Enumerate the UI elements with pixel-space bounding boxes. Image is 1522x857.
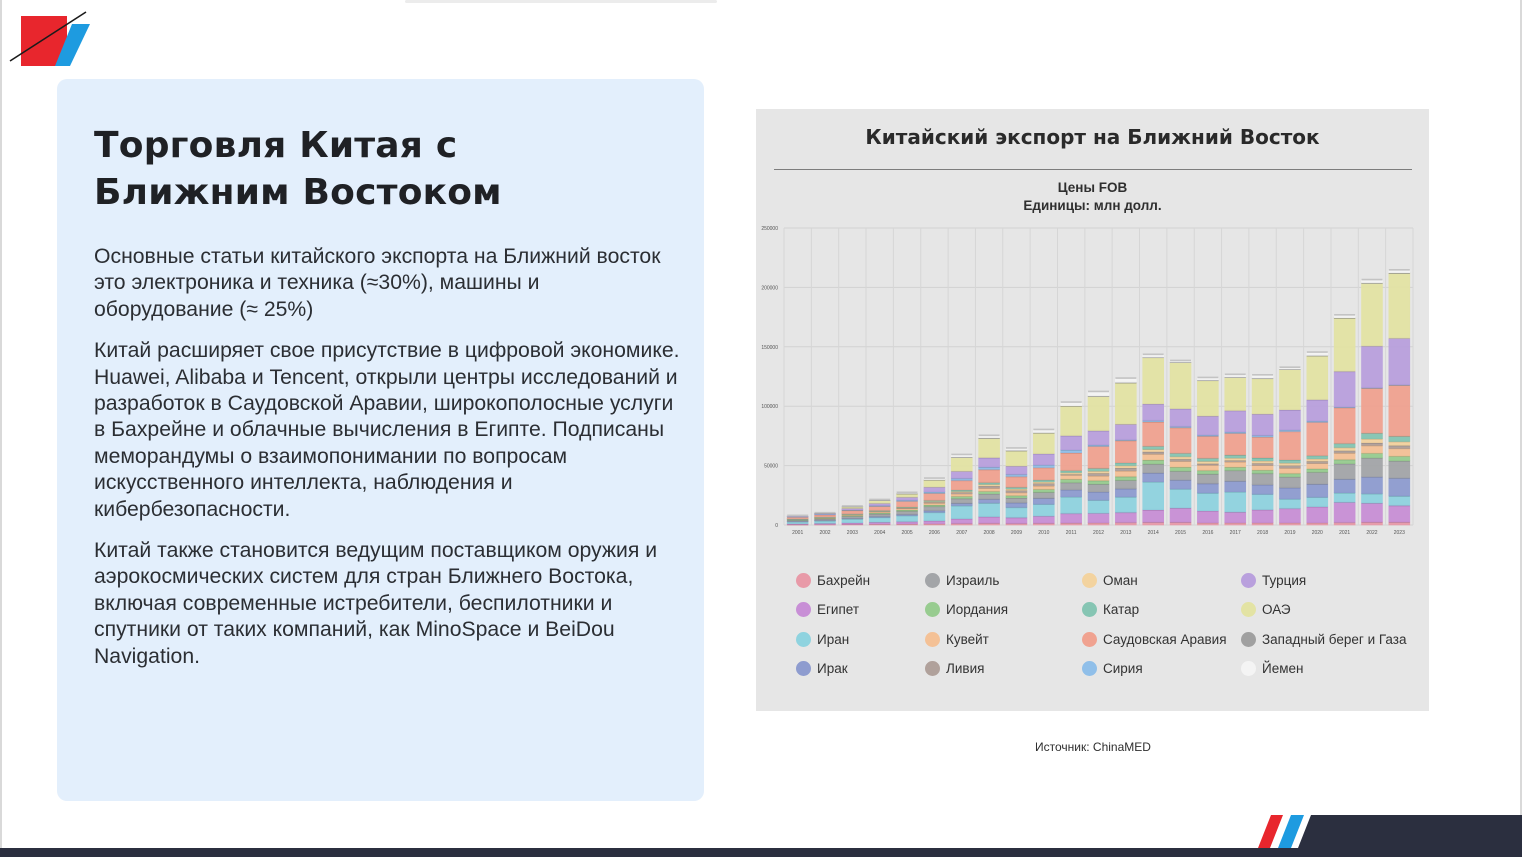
legend-item [925, 659, 984, 679]
bar-segment [1088, 431, 1109, 445]
bar-segment [1334, 371, 1355, 407]
x-tick-label: 2020 [1311, 530, 1323, 536]
bar-segment [1252, 494, 1273, 509]
bar-segment [1170, 362, 1191, 408]
legend-item [1082, 570, 1138, 590]
legend-item [796, 659, 848, 679]
bar-segment [1061, 453, 1082, 471]
legend-swatch [1082, 602, 1097, 617]
x-tick-label: 2019 [1284, 530, 1296, 536]
legend-swatch [1241, 573, 1256, 588]
paragraph-exports: Основные статьи китайского экспорта на Ближний восток это электроника и техника (≈30%), машины и оборудование (≈ 25%) [94, 245, 661, 321]
bar-segment [1033, 468, 1054, 480]
legend-swatch [1241, 632, 1256, 647]
legend-item [1241, 570, 1306, 590]
legend-label: Оман [1103, 572, 1138, 588]
bar-segment [1361, 477, 1382, 494]
bar-segment [1170, 461, 1191, 467]
legend-item [1082, 600, 1139, 620]
bar-segment [1170, 489, 1191, 508]
bar-segment [1361, 494, 1382, 504]
bar-segment [1061, 497, 1082, 514]
bar-segment [1033, 492, 1054, 498]
paragraph-digital: Китай расширяет свое присутствие в цифровой экономике. Huawei, Alibaba и Tencent, открыли центры исследований и разработок в Саудовской Аравии, широкополосные услуги в Бахрейне и облачные вычисления в Египте. Подписаны меморандумы о взаимопонимании по вопросам искусственного интеллекта, наблюдения и кибербезопасности. [94, 339, 680, 521]
paragraph-arms: Китай также становится ведущим поставщиком оружия и аэрокосмических систем для стран Ближнего Востока, включая современные истребители, беспилотники и спутники от таких компаний, как MinoSpace и BeiDou Navigation. [94, 539, 658, 668]
bar-segment [924, 480, 945, 487]
bar-segment [1197, 416, 1218, 435]
bar-segment [1334, 453, 1355, 460]
legend-item [1241, 659, 1303, 679]
bar-segment [1143, 404, 1164, 421]
bar-segment [1033, 433, 1054, 454]
legend-item [796, 629, 849, 649]
bar-segment [1307, 356, 1328, 400]
legend-swatch [925, 573, 940, 588]
legend-swatch [796, 602, 811, 617]
legend-label: Египет [817, 602, 860, 617]
bar-segment [1197, 436, 1218, 458]
bar-segment [1389, 496, 1410, 506]
legend-label: Иордания [946, 602, 1009, 617]
bar-segment [1197, 483, 1218, 493]
bar-segment [924, 512, 945, 520]
x-tick-label: 2013 [1120, 530, 1132, 536]
legend-item [925, 570, 999, 590]
bar-segment [951, 480, 972, 490]
x-tick-label: 2023 [1393, 530, 1405, 536]
x-tick-label: 2012 [1092, 530, 1105, 536]
bar-segment [1088, 492, 1109, 500]
bar-segment [1307, 472, 1328, 484]
bar-segment [1334, 493, 1355, 503]
bar-segment [1389, 338, 1410, 384]
legend-label: Израиль [946, 572, 1000, 588]
bar-segment [1252, 473, 1273, 484]
bar-segment [1197, 511, 1218, 523]
bar-segment [1033, 516, 1054, 523]
slide-title: Торговля Китая с Ближним Востоком [94, 125, 502, 213]
bar-segment [1061, 513, 1082, 523]
legend-swatch [1241, 602, 1256, 617]
bar-segment [1143, 473, 1164, 482]
legend-item [796, 600, 859, 620]
bar-segment [1006, 451, 1027, 466]
bar-segment [1033, 504, 1054, 516]
bar-segment [1006, 507, 1027, 517]
bar-segment [1279, 499, 1300, 509]
legend-label: ОАЭ [1262, 602, 1291, 617]
bar-segment [1197, 380, 1218, 416]
bar-segment [1143, 422, 1164, 446]
y-tick-label: 0 [775, 523, 778, 529]
bar-segment [1170, 427, 1191, 453]
chart-title: Китайский экспорт на Ближний Восток [865, 125, 1320, 149]
legend-item [796, 570, 870, 590]
bar-segment [1225, 433, 1246, 455]
x-tick-label: 2005 [901, 530, 913, 536]
bar-segment [1334, 407, 1355, 443]
bar-segment [979, 503, 1000, 517]
bar-segment [1334, 464, 1355, 479]
bar-segment [1307, 463, 1328, 468]
legend-label: Турция [1262, 572, 1307, 588]
bar-segment [1279, 508, 1300, 522]
bar-segment [979, 458, 1000, 468]
bar-segment [1361, 433, 1382, 439]
legend-label: Ирак [817, 661, 848, 676]
x-tick-label: 2003 [846, 530, 858, 536]
x-tick-label: 2002 [819, 530, 831, 536]
legend-swatch [796, 661, 811, 676]
bar-segment [1143, 482, 1164, 510]
y-tick-label: 250000 [761, 226, 778, 232]
legend-swatch [796, 573, 811, 588]
legend-swatch [925, 602, 940, 617]
bar-segment [1307, 484, 1328, 497]
bar-segment [1334, 318, 1355, 371]
bar-segment [1143, 510, 1164, 522]
frame-left-border [0, 0, 2, 857]
bar-segment [1225, 462, 1246, 467]
bar-segment [1225, 470, 1246, 481]
legend-item [1241, 600, 1291, 620]
bar-segment [1361, 458, 1382, 477]
bar-segment [1389, 505, 1410, 522]
bar-segment [1061, 490, 1082, 497]
bar-segment [951, 457, 972, 471]
chart-units: Единицы: млн долл. [1023, 198, 1162, 213]
bar-segment [1170, 480, 1191, 489]
legend-label: Саудовская Аравия [1103, 631, 1227, 647]
bar-segment [979, 494, 1000, 499]
bar-segment [1307, 400, 1328, 421]
bar-segment [1115, 424, 1136, 439]
bar-segment [1361, 283, 1382, 346]
source-note: Источник: ChinaMED [1035, 740, 1151, 754]
bar-segment [1115, 480, 1136, 488]
bar-segment [1389, 436, 1410, 441]
bar-segment [1307, 497, 1328, 507]
bar-segment [1361, 445, 1382, 453]
footer-bar [0, 812, 1522, 857]
legend-item [1082, 629, 1227, 649]
bar-segment [1279, 369, 1300, 409]
bar-segment [1279, 431, 1300, 459]
legend-label: Ливия [946, 661, 985, 676]
bar-segment [1006, 517, 1027, 523]
y-tick-label: 100000 [761, 404, 778, 411]
x-tick-label: 2011 [1065, 530, 1077, 536]
bar-segment [1088, 446, 1109, 468]
legend-item [1241, 629, 1407, 649]
bar-segment [1143, 464, 1164, 473]
bar-segment [1252, 510, 1273, 523]
bar-segment [1334, 479, 1355, 493]
bar-segment [1307, 507, 1328, 523]
bar-segment [1061, 436, 1082, 450]
bar-segment [1389, 478, 1410, 496]
x-tick-label: 2009 [1010, 530, 1023, 536]
x-tick-label: 2014 [1147, 530, 1159, 536]
bar-segment [1389, 448, 1410, 456]
bar-segment [1225, 481, 1246, 492]
bar-segment [1361, 503, 1382, 522]
x-tick-label: 2022 [1366, 530, 1378, 536]
legend-swatch [1082, 661, 1097, 676]
body-text [94, 244, 684, 685]
y-tick-label: 50000 [764, 463, 778, 470]
x-tick-label: 2004 [874, 530, 886, 536]
y-tick-label: 150000 [761, 344, 778, 351]
bar-segment [1143, 357, 1164, 403]
bar-segment [979, 469, 1000, 482]
x-tick-label: 2010 [1038, 530, 1050, 536]
bar-segment [1115, 440, 1136, 462]
bar-segment [1033, 498, 1054, 504]
bar-segment [1115, 471, 1136, 477]
x-tick-label: 2017 [1229, 530, 1241, 536]
bar-segment [1143, 454, 1164, 460]
footer-red-stripe [1258, 815, 1283, 848]
legend-label: Бахрейн [817, 572, 871, 588]
x-tick-label: 2007 [956, 530, 968, 536]
bar-segment [1334, 502, 1355, 522]
footer-bottom-line [0, 848, 1522, 857]
bar-segment [1061, 406, 1082, 436]
bar-segment [897, 501, 918, 507]
brand-logo [8, 10, 92, 70]
bar-segment [979, 438, 1000, 457]
x-tick-label: 2016 [1202, 530, 1214, 536]
bar-segment [1061, 482, 1082, 489]
bar-segment [1088, 500, 1109, 513]
legend-swatch [925, 632, 940, 647]
legend-label: Кувейт [946, 631, 989, 647]
legend-swatch [1082, 573, 1097, 588]
y-tick-label: 200000 [761, 285, 778, 292]
bar-segment [1361, 388, 1382, 433]
bar-segment [1197, 474, 1218, 484]
bar-segment [1033, 454, 1054, 465]
bar-segment [1252, 414, 1273, 435]
x-tick-label: 2001 [792, 530, 804, 536]
legend-label: Иран [817, 631, 850, 647]
legend-swatch [925, 661, 940, 676]
top-shadow [405, 0, 717, 3]
bar-segment [1279, 410, 1300, 430]
legend-item [925, 629, 989, 649]
bar-segment [1115, 383, 1136, 425]
bar-segment [1197, 493, 1218, 511]
legend-label: Йемен [1262, 661, 1304, 676]
bar-segment [924, 493, 945, 500]
x-tick-label: 2021 [1339, 530, 1351, 536]
bar-segment [1252, 437, 1273, 458]
bar-segment [1389, 461, 1410, 478]
chart-plot [756, 109, 1429, 549]
bar-segment [1006, 476, 1027, 487]
bar-segment [1389, 385, 1410, 436]
bar-segment [1088, 396, 1109, 430]
bar-segment [1225, 492, 1246, 512]
bar-segment [1279, 477, 1300, 488]
bar-segment [1115, 497, 1136, 512]
legend-swatch [1241, 661, 1256, 676]
bar-segment [897, 515, 918, 521]
bar-segment [1279, 488, 1300, 499]
bar-segment [1361, 346, 1382, 388]
legend-swatch [796, 632, 811, 647]
x-tick-label: 2006 [928, 530, 940, 536]
bar-segment [1307, 422, 1328, 455]
x-tick-label: 2018 [1257, 530, 1269, 536]
legend-label: Катар [1103, 602, 1140, 617]
bar-segment [1006, 466, 1027, 474]
legend-item [1082, 659, 1143, 679]
bar-segment [1252, 378, 1273, 414]
footer-dark-block [1298, 815, 1522, 848]
bar-segment [1170, 409, 1191, 427]
legend-item [925, 600, 1008, 620]
chart-panel [756, 109, 1429, 711]
bar-segment [1225, 377, 1246, 410]
chart-subtitle: Цены FOB [1057, 180, 1128, 195]
legend-swatch [1082, 632, 1097, 647]
legend-label: Сирия [1103, 661, 1143, 676]
bar-segment [1225, 410, 1246, 431]
bar-segment [1252, 485, 1273, 495]
bar-segment [951, 471, 972, 478]
bar-segment [1389, 273, 1410, 338]
bar-segment [1088, 484, 1109, 492]
bar-segment [1279, 468, 1300, 473]
bar-segment [1225, 512, 1246, 523]
legend-label: Западный берег и Газа [1262, 631, 1407, 647]
bar-segment [1115, 489, 1136, 497]
bar-segment [1197, 465, 1218, 470]
bar-segment [1170, 471, 1191, 480]
x-tick-label: 2015 [1174, 530, 1187, 536]
bar-segment [979, 517, 1000, 524]
bar-segment [1170, 508, 1191, 522]
bar-segment [951, 506, 972, 519]
bar-segment [1088, 513, 1109, 523]
bar-segment [1115, 512, 1136, 522]
x-tick-label: 2008 [983, 530, 995, 536]
